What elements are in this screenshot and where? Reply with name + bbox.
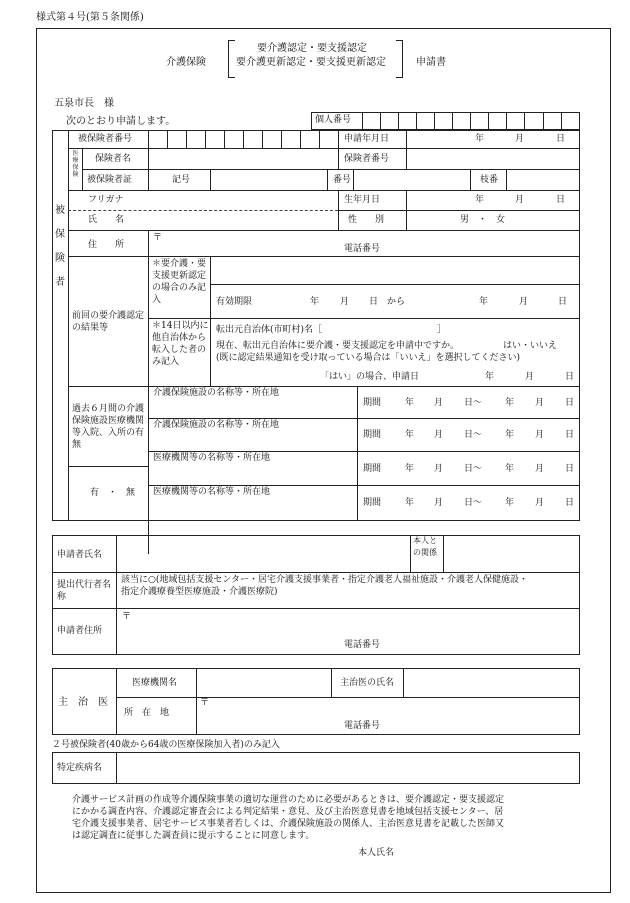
- p1-d1: 日～: [464, 398, 483, 408]
- valid-to-year: 年: [479, 297, 489, 307]
- p2-d2: 日: [565, 430, 575, 440]
- intro-text: 次のとおり申請します。: [66, 116, 176, 127]
- doctor-postal-mark: 〒: [200, 698, 210, 708]
- transfer-paren-note: (既に認定結果通知を受け取っている場合は「いいえ」を選択してください): [216, 353, 521, 363]
- consent-line-1: 介護サービス計画の作成等介護保険事業の適切な運営のために必要があるときは、要介護認定・要支援認定: [72, 795, 505, 805]
- app-date-month: 月: [515, 134, 525, 144]
- agent-label: 提出代行者名称: [57, 580, 112, 602]
- p2-d1: 日～: [464, 430, 483, 440]
- p1-y2: 年: [505, 398, 515, 408]
- p3-d2: 日: [565, 464, 575, 474]
- p2-y1: 年: [405, 430, 415, 440]
- applicant-name-label: 申請者氏名: [57, 550, 103, 560]
- p4-m2: 月: [535, 498, 545, 508]
- title-bracket-left: [228, 40, 235, 78]
- facility-row-1-period: 期間: [363, 398, 382, 408]
- facility-row-4-name: 医療機関等の名称等・所在地: [153, 487, 271, 497]
- facility-row-1-name: 介護保険施設の名称等・所在地: [153, 388, 280, 398]
- postal-mark: 〒: [153, 233, 163, 243]
- valid-to-month: 月: [519, 297, 529, 307]
- facility-row-4-period: 期間: [363, 498, 382, 508]
- title-line2: 要介護更新認定・要支援更新認定: [236, 57, 386, 68]
- app-date-year: 年: [475, 134, 485, 144]
- symbol-label: 記号: [172, 175, 191, 185]
- number-label: 番号: [333, 175, 352, 185]
- branch-number-label: 枝番: [480, 175, 499, 185]
- form-number: 様式第４号(第５条関係): [36, 12, 144, 23]
- transfer-yes-no[interactable]: はい・いいえ: [503, 341, 558, 351]
- p3-y1: 年: [405, 464, 415, 474]
- facility-row-2-name: 介護保険施設の名称等・所在地: [153, 420, 280, 430]
- yes-case-day: 日: [565, 372, 575, 382]
- medical-insurance-label: 医療保険: [72, 150, 79, 178]
- transfer-close-bracket: ］: [437, 325, 447, 335]
- location-label: 所 在 地: [124, 708, 170, 718]
- title-right: 申請書: [416, 57, 446, 68]
- doctor-phone-label: 電話番号: [344, 721, 381, 731]
- facility-row-2-period: 期間: [363, 430, 382, 440]
- facility-presence[interactable]: 有 ・ 無: [90, 488, 136, 498]
- applicant-phone-label: 電話番号: [344, 640, 381, 650]
- previous-result-label: 前回の要介護認定の結果等: [72, 311, 145, 333]
- p2-y2: 年: [505, 430, 515, 440]
- sex-label: 性 別: [348, 215, 385, 225]
- yes-case-year: 年: [485, 372, 495, 382]
- facility-row-3-name: 医療機関等の名称等・所在地: [153, 453, 271, 463]
- p4-y1: 年: [405, 498, 415, 508]
- p3-d1: 日～: [464, 464, 483, 474]
- valid-from-year: 年: [310, 297, 320, 307]
- consent-line-3: 宅介護支援事業者、居宅サービス事業者若しくは、介護保険施設の関係人、主治医意見書を記載した医師又: [72, 819, 505, 829]
- signature-label: 本人氏名: [358, 848, 395, 858]
- valid-from-month: 月: [340, 297, 350, 307]
- doctor-name-label: 主治医の氏名: [340, 678, 395, 688]
- doctor-label: 主 治 医: [58, 697, 108, 708]
- application-date-label: 申請年月日: [344, 134, 390, 144]
- transfer-source-label: 転出元自治体(市町村)名［: [216, 325, 323, 335]
- valid-period-label: 有効期限: [216, 297, 253, 307]
- valid-to-day: 日: [558, 297, 568, 307]
- birth-month: 月: [515, 195, 525, 205]
- institution-label: 医療機関名: [132, 678, 178, 688]
- sex-options[interactable]: 男 ・ 女: [460, 215, 506, 225]
- disease-table: [52, 752, 580, 784]
- p4-d2: 日: [565, 498, 575, 508]
- transfer-question: 現在、転出元自治体に要介護・要支援認定を申請中ですか。: [216, 341, 460, 351]
- insurer-name-label: 保険者名: [95, 154, 132, 164]
- p3-m1: 月: [434, 464, 444, 474]
- insured-number-label: 被保険者番号: [78, 134, 133, 144]
- individual-number-label: 個人番号: [315, 115, 352, 125]
- name-label: 氏 名: [88, 215, 125, 225]
- title-bracket-right: [396, 40, 403, 78]
- consent-line-2: にかかる調査内容、介護認定審査会による判定結果・意見、及び主治医意見書を地域包括支援センター、居: [72, 807, 504, 817]
- p4-y2: 年: [505, 498, 515, 508]
- disease-label: 特定疾病名: [57, 763, 103, 773]
- addressee: 五泉市長 様: [54, 98, 114, 109]
- p2-m2: 月: [535, 430, 545, 440]
- p4-d1: 日～: [464, 498, 483, 508]
- yes-case-month: 月: [525, 372, 535, 382]
- yes-case-label: 「はい」の場合、申請日: [320, 372, 420, 382]
- p3-y2: 年: [505, 464, 515, 474]
- agent-text-2: 指定介護療養型医療施設・介護医療院): [121, 587, 278, 597]
- phone-label: 電話番号: [344, 244, 381, 254]
- individual-number-box[interactable]: [311, 112, 580, 130]
- birth-date-label: 生年月日: [344, 195, 381, 205]
- valid-from-kara: から: [387, 297, 406, 307]
- facility-history-label: 過去６月間の介護保険施設医療機関等入院、入所の有無: [72, 404, 145, 450]
- title-left: 介護保険: [166, 57, 206, 68]
- app-date-day: 日: [556, 134, 566, 144]
- birth-day: 日: [556, 195, 566, 205]
- applicant-postal-mark: 〒: [122, 612, 132, 622]
- valid-from-day: 日: [369, 297, 379, 307]
- applicant-address-label: 申請者住所: [57, 626, 103, 636]
- title-line1: 要介護認定・要支援認定: [257, 43, 367, 54]
- p3-m2: 月: [535, 464, 545, 474]
- agent-text-1: 該当に○(地域包括支援センター・居宅介護支援事業者・指定介護老人福祉施設・介護老人保健施設・: [121, 575, 529, 585]
- secondary-note: ２号被保険者(40歳から64歳の医療保険加入者)のみ記入: [52, 740, 280, 750]
- insured-section-label: 被 保 険 者: [55, 205, 65, 288]
- insured-card-label: 被保険者証: [87, 175, 133, 185]
- insurer-number-label: 保険者番号: [344, 154, 390, 164]
- p1-d2: 日: [565, 398, 575, 408]
- furigana-label: フリガナ: [88, 195, 124, 205]
- p1-m2: 月: [535, 398, 545, 408]
- p2-m1: 月: [434, 430, 444, 440]
- address-label: 住 所: [88, 240, 125, 250]
- p1-y1: 年: [405, 398, 415, 408]
- renewal-note: ＊要介護・要支援更新認定の場合のみ記入: [152, 259, 207, 305]
- consent-line-4: は認定調査に従事した調査員に提示することに同意します。: [72, 831, 315, 841]
- facility-row-3-period: 期間: [363, 464, 382, 474]
- relation-label: 本人との関係: [413, 536, 437, 557]
- birth-year: 年: [475, 195, 485, 205]
- transfer-note: ＊14日以内に他自治体から転入した者のみ記入: [152, 321, 209, 367]
- p1-m1: 月: [434, 398, 444, 408]
- p4-m1: 月: [434, 498, 444, 508]
